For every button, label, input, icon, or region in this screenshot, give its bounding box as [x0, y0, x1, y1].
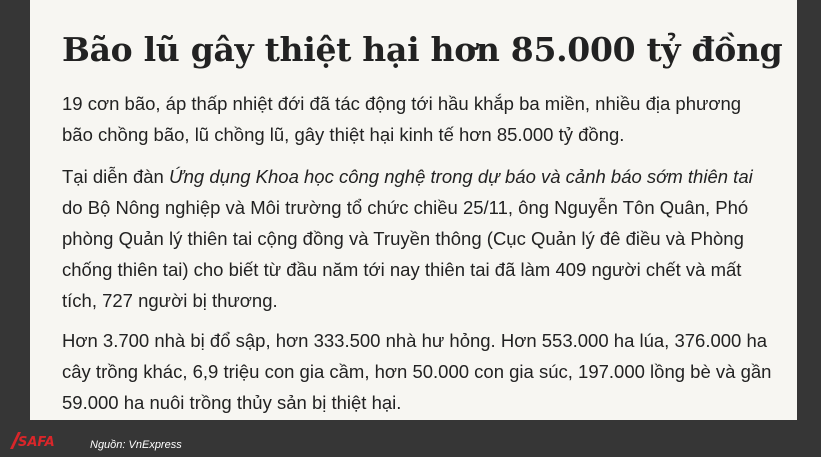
paragraph-forum-intro: Tại diễn đàn: [62, 166, 169, 187]
safa-logo: [8, 429, 62, 451]
article-title: Bão lũ gây thiệt hại hơn 85.000 tỷ đồng: [62, 30, 783, 69]
article-card: [30, 0, 797, 420]
footer-bar: [0, 420, 821, 457]
paragraph-forum-rest: do Bộ Nông nghiệp và Môi trường tổ chức chiều 25/11, ông Nguyễn Tôn Quân, Phó phòng Quản lý thiên tai cộng đồng và Truyền thông (Cục Quản lý đê điều và Phòng chống thiên tai) cho biết từ đầu năm tới nay thiên tai đã làm 409 người chết và mất tích, 727 người bị thương.: [62, 197, 749, 311]
forum-event-name: Ứng dụng Khoa học công nghệ trong dự báo và cảnh báo sớm thiên tai: [168, 166, 753, 187]
paragraph-forum: [62, 161, 772, 316]
paragraph-damage: Hơn 3.700 nhà bị đổ sập, hơn 333.500 nhà hư hỏng. Hơn 553.000 ha lúa, 376.000 ha cây trồng khác, 6,9 triệu con gia cầm, hơn 50.000 con gia súc, 197.000 lồng bè và gần 59.000 ha nuôi trồng thủy sản bị thiệt hại.: [62, 330, 772, 413]
source-caption: Nguồn: VnExpress: [90, 439, 182, 451]
paragraph-summary: 19 cơn bão, áp thấp nhiệt đới đã tác động tới hầu khắp ba miền, nhiều địa phương bão chồng bão, lũ chồng lũ, gây thiệt hại kinh tế hơn 85.000 tỷ đồng.: [62, 93, 742, 145]
safa-logo-text: SAFA: [18, 435, 55, 450]
